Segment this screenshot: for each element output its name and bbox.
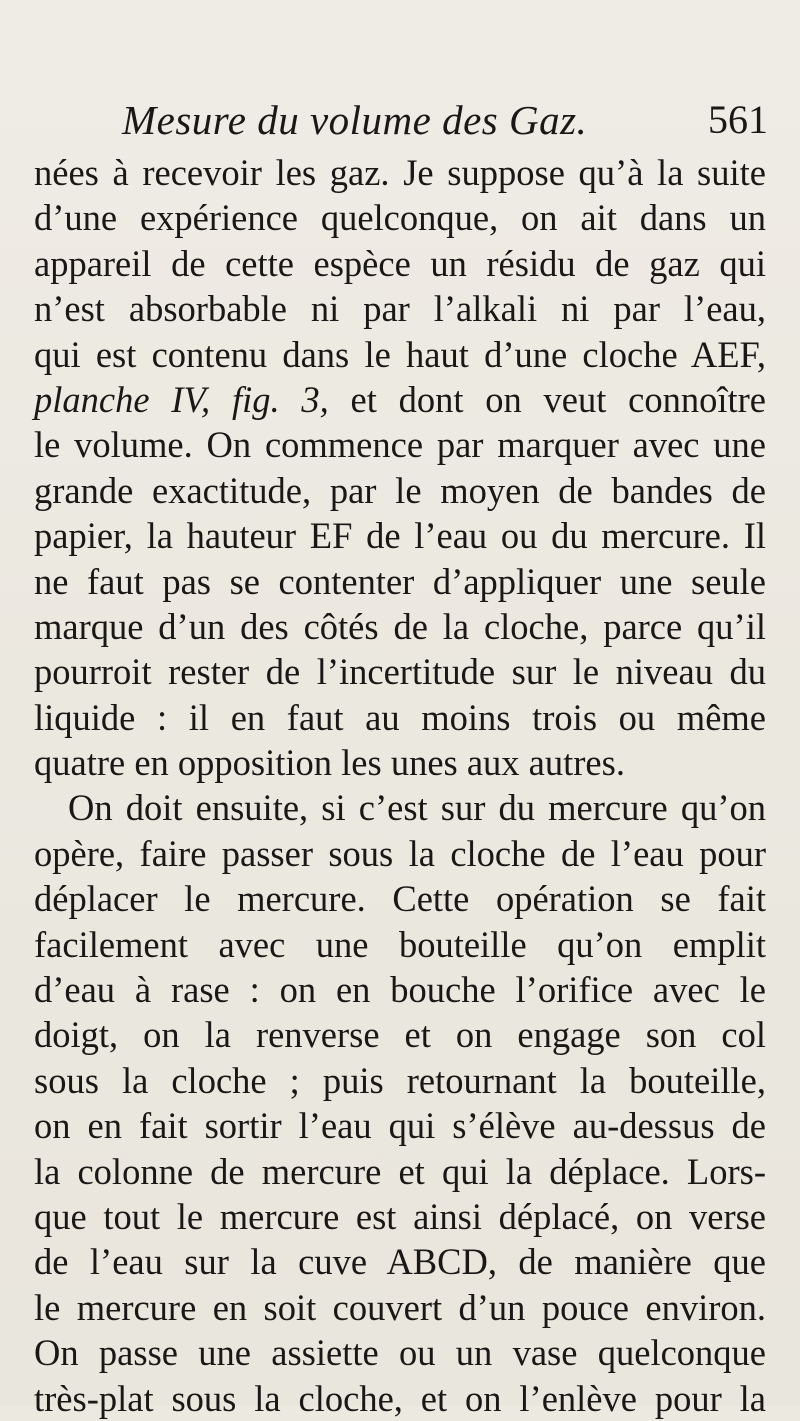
text-line: grande exactitude, par le moyen de bandes de [34,469,766,511]
paragraph-start-line: On doit ensuite, si c’est sur du mercure qu’on [68,787,766,829]
page-header [0,96,800,144]
text-line: le mercure en soit couvert d’un pouce environ. [34,1286,766,1328]
text-line-figure-reference [34,377,766,422]
page-number: 561 [708,97,768,142]
text-line: quatre en opposition les unes aux autres. [34,742,625,784]
text-line: de l’eau sur la cuve ABCD, de manière que [34,1241,766,1283]
text-line: la colonne de mercure et qui la déplace. Lors- [34,1150,766,1192]
text-line: n’est absorbable ni par l’alkali ni par l’eau, [34,288,766,330]
text-line: le volume. On commence par marquer avec une [34,424,766,466]
text-line: On passe une assiette ou un vase quelconque [34,1332,766,1374]
text-line: facilement avec une bouteille qu’on emplit [34,923,766,965]
text-line: liquide : il en faut au moins trois ou même [34,696,766,738]
text-line: ne faut pas se contenter d’appliquer une seule [34,560,766,602]
body-text [34,150,766,1421]
text-line: d’eau à rase : on en bouche l’orifice avec le [34,969,766,1011]
text-line: très-plat sous la cloche, et on l’enlève pour la [34,1377,766,1419]
text-line: pourroit rester de l’incertitude sur le niveau du [34,651,766,693]
text-line: appareil de cette espèce un résidu de gaz qui [34,242,766,284]
text-line: qui est contenu dans le haut d’une cloche AEF, [34,333,766,375]
running-title: Mesure du volume des Gaz. [122,97,588,143]
text-line: nées à recevoir les gaz. Je suppose qu’à la suite [34,152,766,193]
text-line: papier, la hauteur EF de l’eau ou du mercure. Il [34,515,766,557]
text-line: doigt, on la renverse et on engage son col [34,1014,766,1056]
text-line: sous la cloche ; puis retournant la bouteille, [34,1059,766,1101]
text-fragment: et dont on veut connoître [350,378,766,420]
text-line: opère, faire passer sous la cloche de l’eau pour [34,832,766,874]
text-line: d’une expérience quelconque, on ait dans un [34,197,766,239]
text-line: que tout le mercure est ainsi déplacé, on verse [34,1195,766,1237]
text-line: marque d’un des côtés de la cloche, parce qu’il [34,605,766,647]
figure-reference: planche IV, fig. 3, [34,378,329,420]
text-line: on en fait sortir l’eau qui s’élève au-dessus de [34,1105,766,1147]
text-line: déplacer le mercure. Cette opération se fait [34,878,766,920]
